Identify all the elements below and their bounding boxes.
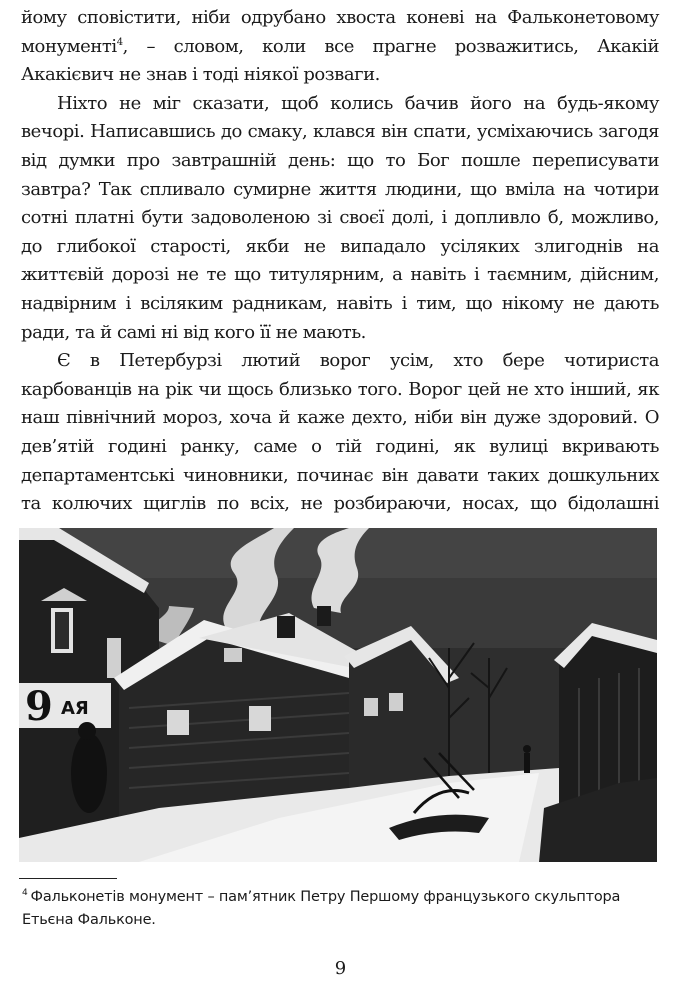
page-number: 9 bbox=[334, 958, 347, 979]
footnote-mark: 4 bbox=[22, 888, 28, 899]
paragraph-1-text: йому сповістити, ніби одрубано хвоста коневі на Фальконетовому монументі bbox=[21, 7, 659, 57]
paragraph-3: Є в Петербурзі лютий ворог усім, хто бере чотириста карбованців на рік чи щось близько того. Ворог цей не хто інший, як наш північний мороз, хоча й каже дехто, ніби він дуже здоровий. О дев’ятій годині ранку, саме о тій годині, як вулиці вкривають департаментські чиновники, починає він давати таких дошкульних та колючих щиглів по всіх, не розбираючи, носах, що бідолашні bbox=[21, 350, 659, 515]
footnote-text: Фальконетів монумент – пам’ятник Петру Першому французького скульптора Етьєна Фальконе. bbox=[22, 889, 621, 928]
main-text bbox=[21, 4, 659, 547]
paragraph-1-text-end: , – словом, коли все прагне розважитись, Акакій Акакієвич не знав і тоді ніякої розваги. bbox=[21, 35, 659, 86]
sign-text: АЯ bbox=[61, 698, 89, 719]
paragraph-2: Ніхто не міг сказати, щоб колись бачив його на будь-якому вечорі. Написавшись до смаку, клався він спати, усміхаючись загодя від думки про завтрашній день: що то Бог пошле переписувати завтра? Так спливало сумирне життя людини, що вміла на чотири сотні платні бути задоволеною зі своєї долі, і допливло б, можливо, до глибокої старості, якби не випадало усіляких злигоднів на життєвій дорозі не те що титулярним, а навіть і таємним, дійсним, надвірним і всіляким радникам, навіть і тим, що нікому не дають ради, та й самі ні від кого її не мають. bbox=[21, 92, 659, 343]
footnote-separator bbox=[19, 878, 117, 879]
sign-number: 9 bbox=[25, 683, 53, 730]
paragraph-1 bbox=[21, 4, 659, 90]
winter-street-illustration bbox=[19, 528, 657, 862]
footnote bbox=[22, 886, 662, 932]
footnote-reference[interactable]: 4 bbox=[116, 36, 123, 48]
